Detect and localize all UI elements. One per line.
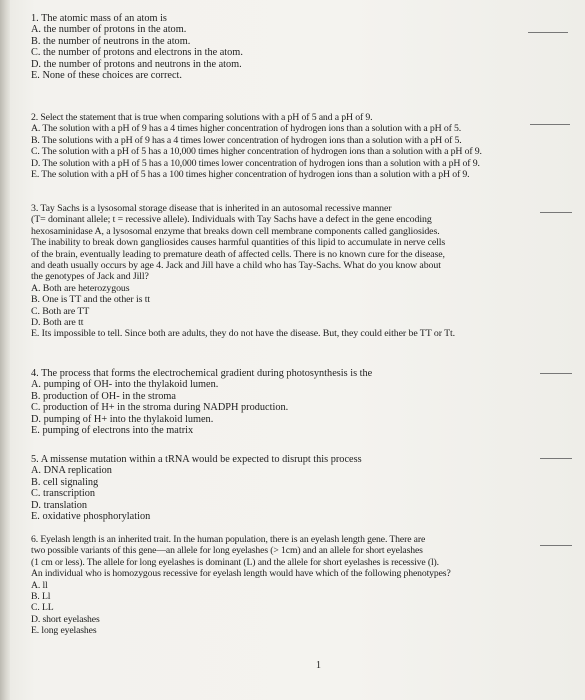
answer-blank-6[interactable] — [540, 545, 572, 546]
answer-option[interactable]: E. long eyelashes — [31, 625, 97, 637]
answer-option[interactable]: C. production of H+ in the stroma during NADPH production. — [31, 402, 289, 414]
answer-option[interactable]: D. pumping of H+ into the thylakoid lumen. — [31, 413, 214, 425]
question-stem: (T= dominant allele; t = recessive allele). Individuals with Tay Sachs have a defect in the gene encoding — [31, 214, 432, 226]
answer-blank-5[interactable] — [540, 458, 572, 459]
answer-option[interactable]: A. the number of protons in the atom. — [31, 24, 187, 36]
question-4 — [31, 368, 545, 436]
question-5 — [31, 454, 545, 522]
answer-option[interactable]: B. One is TT and the other is tt — [31, 294, 151, 306]
answer-option[interactable]: E. Its impossible to tell. Since both are adults, they do not have the disease. But, they could either be TT or Tt. — [31, 328, 456, 340]
answer-option[interactable]: A. DNA replication — [31, 465, 112, 477]
answer-option[interactable]: A. Both are heterozygous — [31, 282, 130, 294]
question-stem: hexosaminidase A, a lysosomal enzyme that breaks down cell membrane components called gangliosides. — [31, 225, 440, 237]
question-stem: and death usually occurs by age 4. Jack and Jill have a child who has Tay-Sachs. What do you know about — [31, 260, 441, 272]
answer-blank-2[interactable] — [530, 124, 570, 125]
question-stem: the genotypes of Jack and Jill? — [31, 271, 149, 283]
question-stem: 5. A missense mutation within a tRNA would be expected to disrupt this process — [31, 454, 362, 465]
answer-blank-4[interactable] — [540, 373, 572, 374]
answer-option[interactable]: B. The solutions with a pH of 9 has a 4 times lower concentration of hydrogen ions than a solution with a pH of 5. — [31, 134, 462, 146]
answer-option[interactable]: A. The solution with a pH of 9 has a 4 times higher concentration of hydrogen ions than a solution with a pH of 5. — [31, 123, 462, 135]
question-stem: 3. Tay Sachs is a lysosomal storage disease that is inherited in an autosomal recessive manner — [31, 203, 392, 214]
question-1 — [31, 13, 545, 81]
question-stem: 1. The atomic mass of an atom is — [31, 13, 167, 24]
answer-option[interactable]: B. Ll — [31, 591, 51, 603]
answer-option[interactable]: D. short eyelashes — [31, 613, 100, 625]
answer-option[interactable]: A. ll — [31, 579, 48, 591]
question-6 — [31, 534, 545, 637]
question-3 — [31, 203, 545, 340]
answer-option[interactable]: C. transcription — [31, 488, 96, 500]
answer-blank-3[interactable] — [540, 212, 572, 213]
page-binding-shadow — [0, 0, 10, 700]
question-stem: two possible variants of this gene—an allele for long eyelashes (> 1cm) and an allele for short eyelashes — [31, 545, 423, 557]
question-stem: 4. The process that forms the electrochemical gradient during photosynthesis is the — [31, 368, 373, 379]
question-stem: An individual who is homozygous recessive for eyelash length would have which of the following phenotypes? — [31, 568, 451, 580]
answer-option[interactable]: E. The solution with a pH of 5 has a 100 times higher concentration of hydrogen ions than a solution with a pH of 9. — [31, 169, 470, 181]
question-stem: 2. Select the statement that is true when comparing solutions with a pH of 5 and a pH of 9. — [31, 112, 373, 123]
answer-option[interactable]: D. Both are tt — [31, 317, 84, 329]
answer-blank-1[interactable] — [528, 32, 568, 33]
answer-option[interactable]: B. cell signaling — [31, 476, 99, 488]
answer-option[interactable]: C. LL — [31, 602, 54, 614]
answer-option[interactable]: E. None of these choices are correct. — [31, 70, 182, 82]
answer-option[interactable]: E. pumping of electrons into the matrix — [31, 425, 194, 437]
answer-option[interactable]: B. production of OH- in the stroma — [31, 390, 176, 402]
page-number: 1 — [316, 660, 321, 671]
question-2 — [31, 112, 545, 180]
question-stem: of the brain, eventually leading to premature death of affected cells. There is no known cure for the disease, — [31, 248, 445, 260]
answer-option[interactable]: D. The solution with a pH of 5 has a 10,000 times lower concentration of hydrogen ions than a solution with a pH of 9. — [31, 157, 480, 169]
question-stem: 6. Eyelash length is an inherited trait. In the human population, there is an eyelash length gene. There are — [31, 534, 426, 545]
answer-option[interactable]: C. the number of protons and electrons in the atom. — [31, 47, 243, 59]
answer-option[interactable]: B. the number of neutrons in the atom. — [31, 35, 191, 47]
answer-option[interactable]: D. the number of protons and neutrons in the atom. — [31, 58, 242, 70]
answer-option[interactable]: A. pumping of OH- into the thylakoid lumen. — [31, 379, 219, 391]
question-stem: (1 cm or less). The allele for long eyelashes is dominant (L) and the allele for short eyelashes is recessive (l). — [31, 556, 439, 568]
answer-option[interactable]: D. translation — [31, 499, 88, 511]
answer-option[interactable]: C. Both are TT — [31, 305, 90, 317]
question-stem: The inability to break down gangliosides causes harmful quantities of this lipid to accumulate in nerve cells — [31, 237, 446, 249]
answer-option[interactable]: E. oxidative phosphorylation — [31, 511, 151, 523]
answer-option[interactable]: C. The solution with a pH of 5 has a 10,000 times higher concentration of hydrogen ions than a solution with a pH of 9. — [31, 146, 482, 158]
